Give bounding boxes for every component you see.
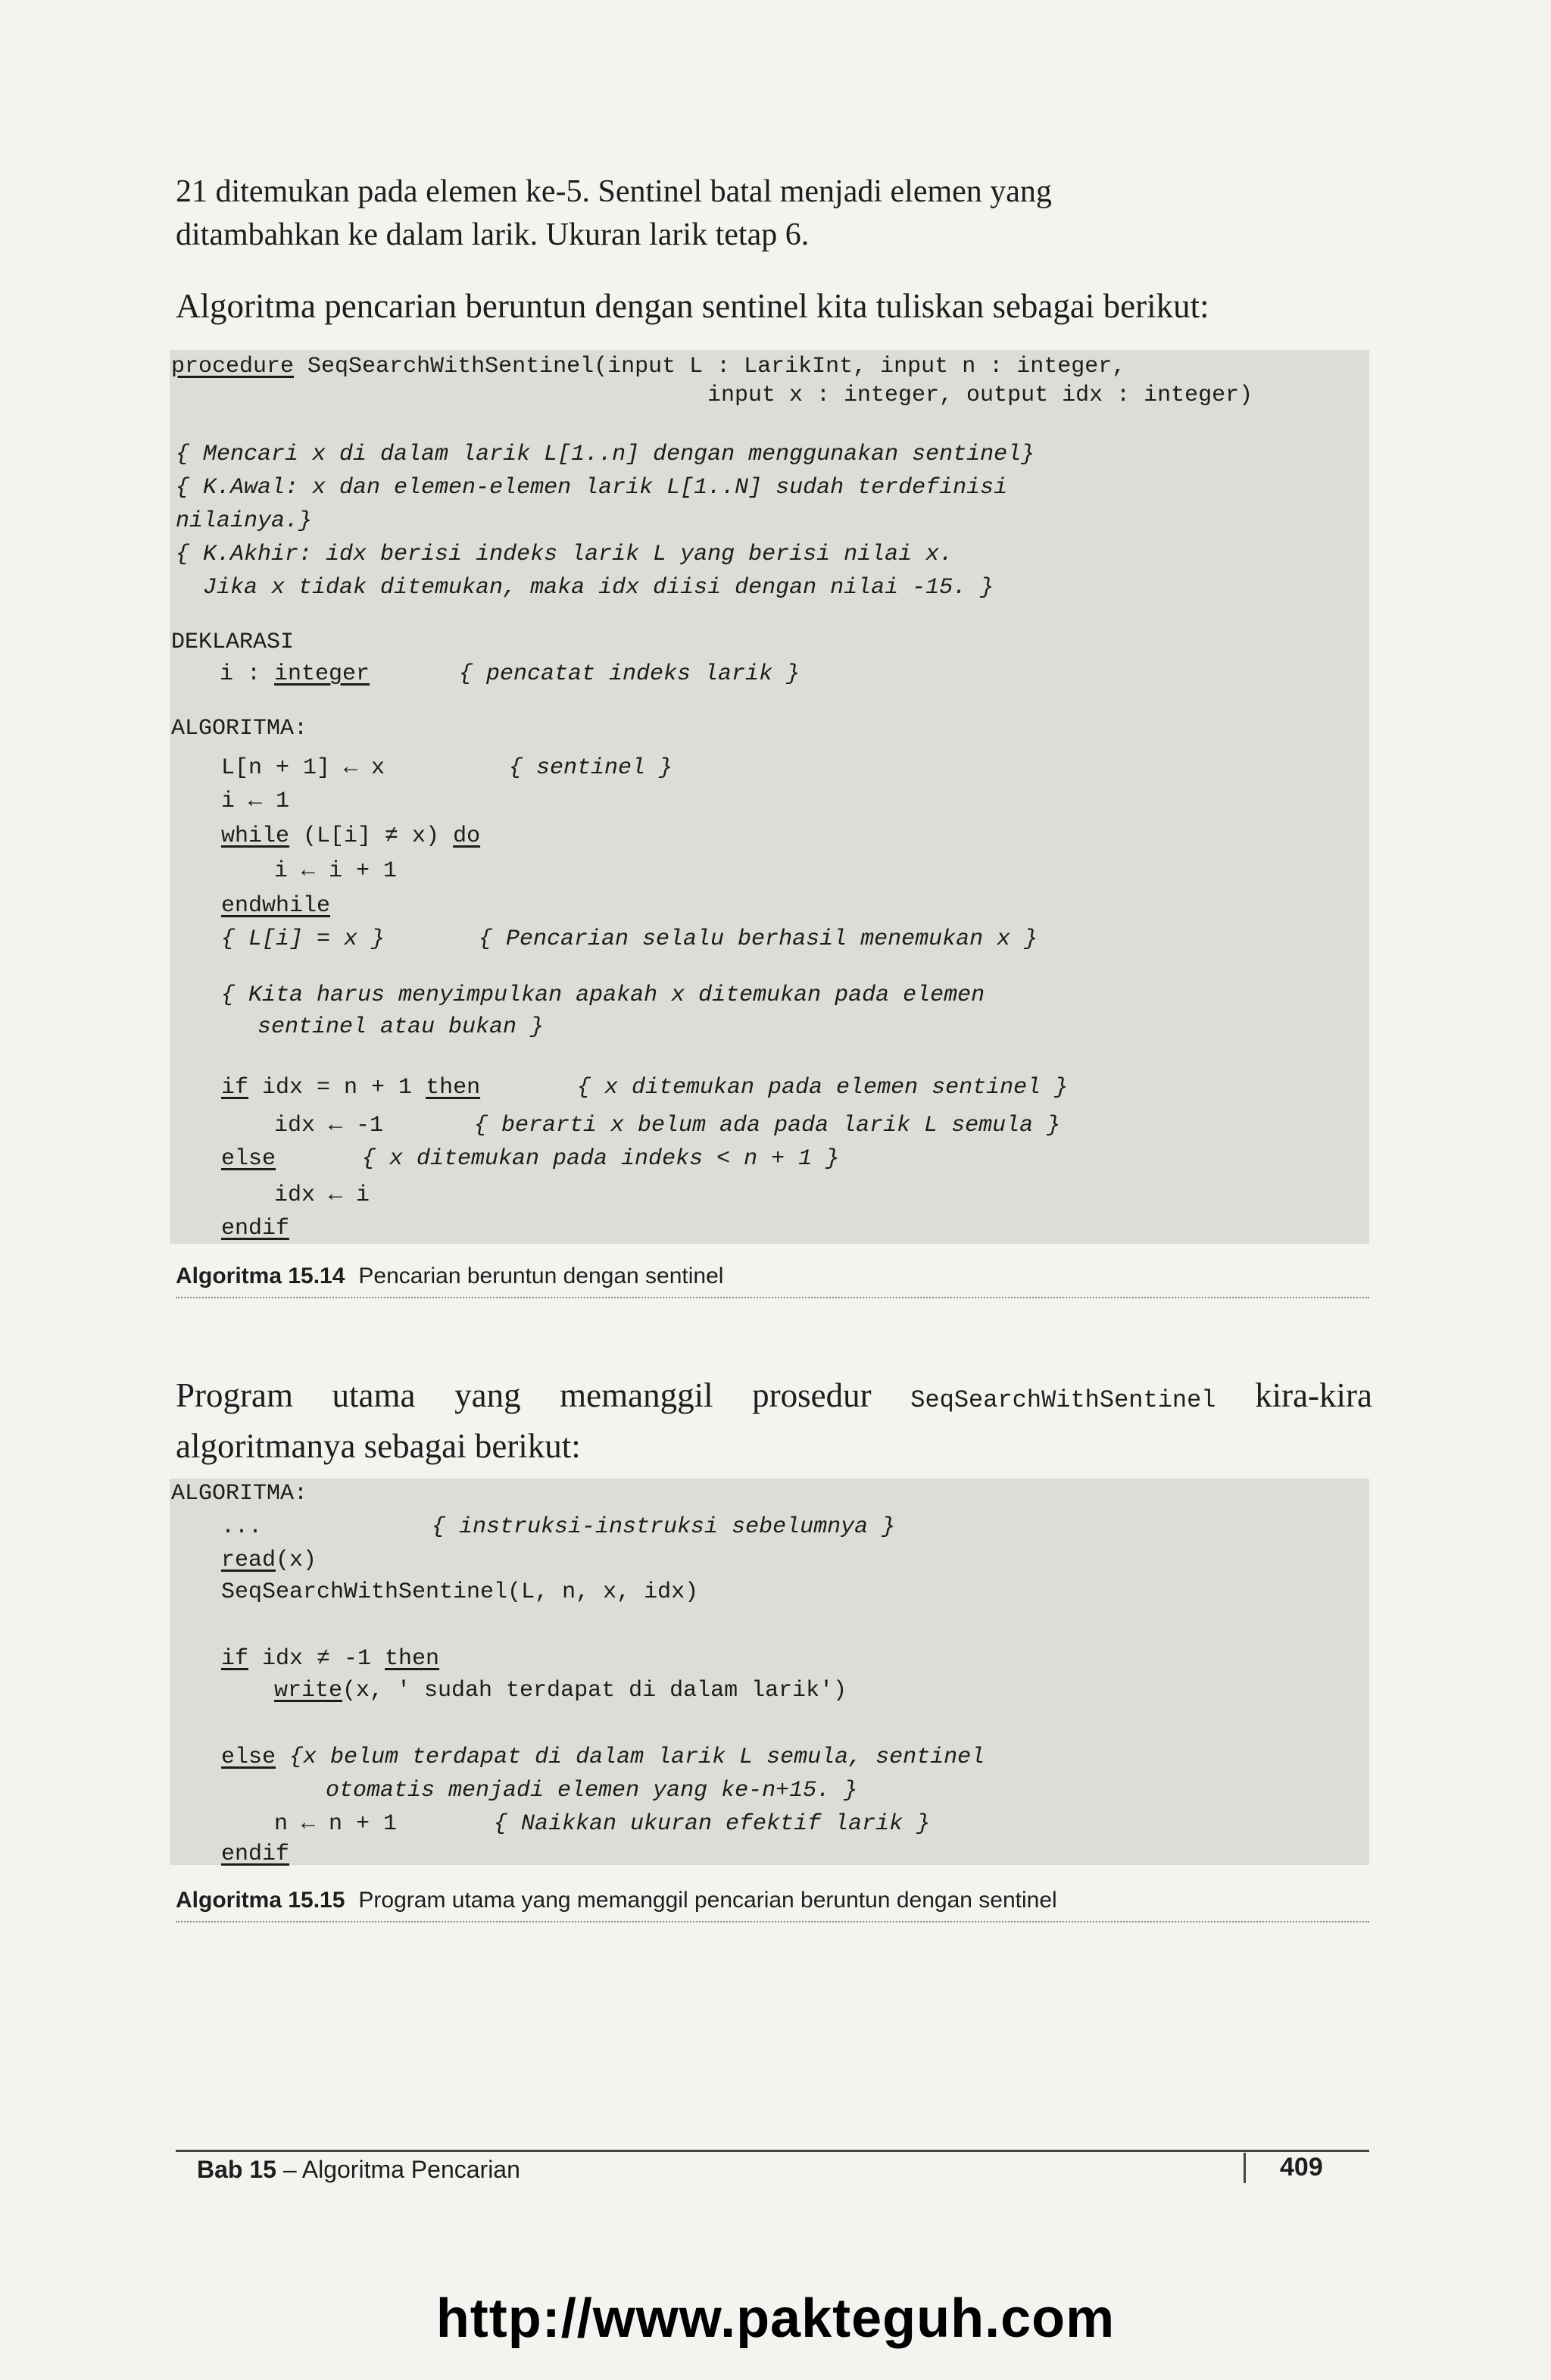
procedure-params-2: input x : integer, output idx : integer) <box>707 383 1253 408</box>
procedure-header <box>171 353 1125 380</box>
kw-endwhile: endwhile <box>221 893 331 919</box>
if-body: idx ← -1 <box>274 1113 384 1138</box>
kw-if-2: if <box>221 1646 249 1672</box>
ellipsis-comment: { instruksi-instruksi sebelumnya } <box>432 1514 896 1540</box>
ellipsis: ... <box>221 1514 263 1540</box>
deklarasi-heading: DEKLARASI <box>171 629 295 655</box>
stmt-sentinel: L[n + 1] ← x <box>221 755 385 781</box>
procedure-params-1: (input L : LarikInt, input n : integer, <box>594 354 1126 379</box>
else-comment-b: otomatis menjadi elemen yang ke-n+15. } <box>326 1778 858 1804</box>
comment-3a: { K.Akhir: idx berisi indeks larik L yang berisi nilai x. <box>176 542 953 567</box>
caption-label: Algoritma 15.14 <box>176 1263 345 1288</box>
footer-chapter: Bab 15 – Algoritma Pencarian <box>197 2156 520 2183</box>
kw-read: read <box>221 1548 276 1573</box>
conclude-comment-b: sentinel atau bukan } <box>257 1014 545 1040</box>
watermark-url: http://www.pakteguh.com <box>435 2288 1116 2349</box>
stmt-init-i: i ← 1 <box>221 789 290 814</box>
else-comment: { x ditemukan pada indeks < n + 1 } <box>362 1146 840 1172</box>
kw-if: if <box>221 1075 249 1101</box>
kw-write: write <box>274 1678 343 1704</box>
decl-comment: { pencatat indeks larik } <box>459 661 800 687</box>
intro-line-3: Algoritma pencarian beruntun dengan sentinel kita tuliskan sebagai berikut: <box>176 287 1209 325</box>
intro-line-1: 21 ditemukan pada elemen ke-5. Sentinel batal menjadi elemen yang <box>176 174 1052 209</box>
caption-text: Pencarian beruntun dengan sentinel <box>358 1263 724 1288</box>
post-assertion-comment: { Pencarian selalu berhasil menemukan x } <box>479 926 1038 952</box>
kw-else-2: else <box>221 1744 276 1770</box>
if-line-2: if idx ≠ -1 then <box>221 1646 440 1672</box>
conclude-comment-a: { Kita harus menyimpulkan apakah x ditemukan pada elemen <box>221 982 985 1008</box>
kw-then: then <box>426 1075 481 1101</box>
algoritma-heading-2: ALGORITMA: <box>171 1481 308 1507</box>
else-line-2: else {x belum terdapat di dalam larik L semula, sentinel <box>221 1744 985 1770</box>
kw-endif: endif <box>221 1216 290 1242</box>
kw-do: do <box>453 823 481 849</box>
comment-3b: Jika x tidak ditemukan, maka idx diisi dengan nilai -15. } <box>203 575 994 601</box>
comment-2a: { K.Awal: x dan elemen-elemen larik L[1..N] sudah terdefinisi <box>176 475 1008 501</box>
kw-endif-2: endif <box>221 1841 290 1867</box>
while-line: while (L[i] ≠ x) do <box>221 823 481 849</box>
algoritma-heading: ALGORITMA: <box>171 716 308 742</box>
caption-15-15 <box>176 1888 1057 1913</box>
while-body: i ← i + 1 <box>274 858 398 884</box>
kw-then-2: then <box>385 1646 440 1672</box>
caption-divider <box>176 1297 1369 1298</box>
kw-else: else <box>221 1146 276 1172</box>
kw-while: while <box>221 823 290 849</box>
increment-line: n ← n + 1 <box>274 1811 398 1837</box>
main-program-paragraph: Program utama yang memanggil prosedur SeqSearchWithSentinel kira-kira algoritmanya sebagai berikut: <box>176 1376 1372 1465</box>
kw-procedure: procedure <box>171 354 295 379</box>
caption-text-2: Program utama yang memanggil pencarian beruntun dengan sentinel <box>358 1888 1057 1913</box>
caption-15-14 <box>176 1263 723 1289</box>
read-line: read(x) <box>221 1548 317 1573</box>
else-body: idx ← i <box>274 1182 370 1208</box>
caption-divider-2 <box>176 1921 1369 1922</box>
call-line: SeqSearchWithSentinel(L, n, x, idx) <box>221 1579 699 1605</box>
footer-separator <box>1244 2153 1246 2183</box>
write-line: write(x, ' sudah terdapat di dalam larik') <box>274 1678 847 1704</box>
comment-2b: nilainya.} <box>176 508 313 534</box>
stmt-sentinel-comment: { sentinel } <box>509 755 673 781</box>
caption-label-2: Algoritma 15.15 <box>176 1888 345 1913</box>
page-number: 409 <box>1280 2153 1323 2182</box>
if-line: if idx = n + 1 then <box>221 1075 481 1101</box>
post-assertion: { L[i] = x } <box>221 926 385 952</box>
procedure-name-inline: SeqSearchWithSentinel <box>910 1386 1216 1414</box>
if-comment: { x ditemukan pada elemen sentinel } <box>577 1075 1069 1101</box>
increment-comment: { Naikkan ukuran efektif larik } <box>494 1811 931 1837</box>
footer-rule <box>176 2150 1369 2152</box>
comment-1: { Mencari x di dalam larik L[1..n] dengan menggunakan sentinel} <box>176 442 1035 467</box>
procedure-name: SeqSearchWithSentinel <box>307 354 594 379</box>
decl-i: i : integer <box>220 661 370 687</box>
intro-line-2: ditambahkan ke dalam larik. Ukuran larik tetap 6. <box>176 217 810 252</box>
if-body-comment: { berarti x belum ada pada larik L semula } <box>474 1113 1061 1138</box>
intro-paragraph <box>176 170 1312 257</box>
decl-type: integer <box>274 661 370 687</box>
